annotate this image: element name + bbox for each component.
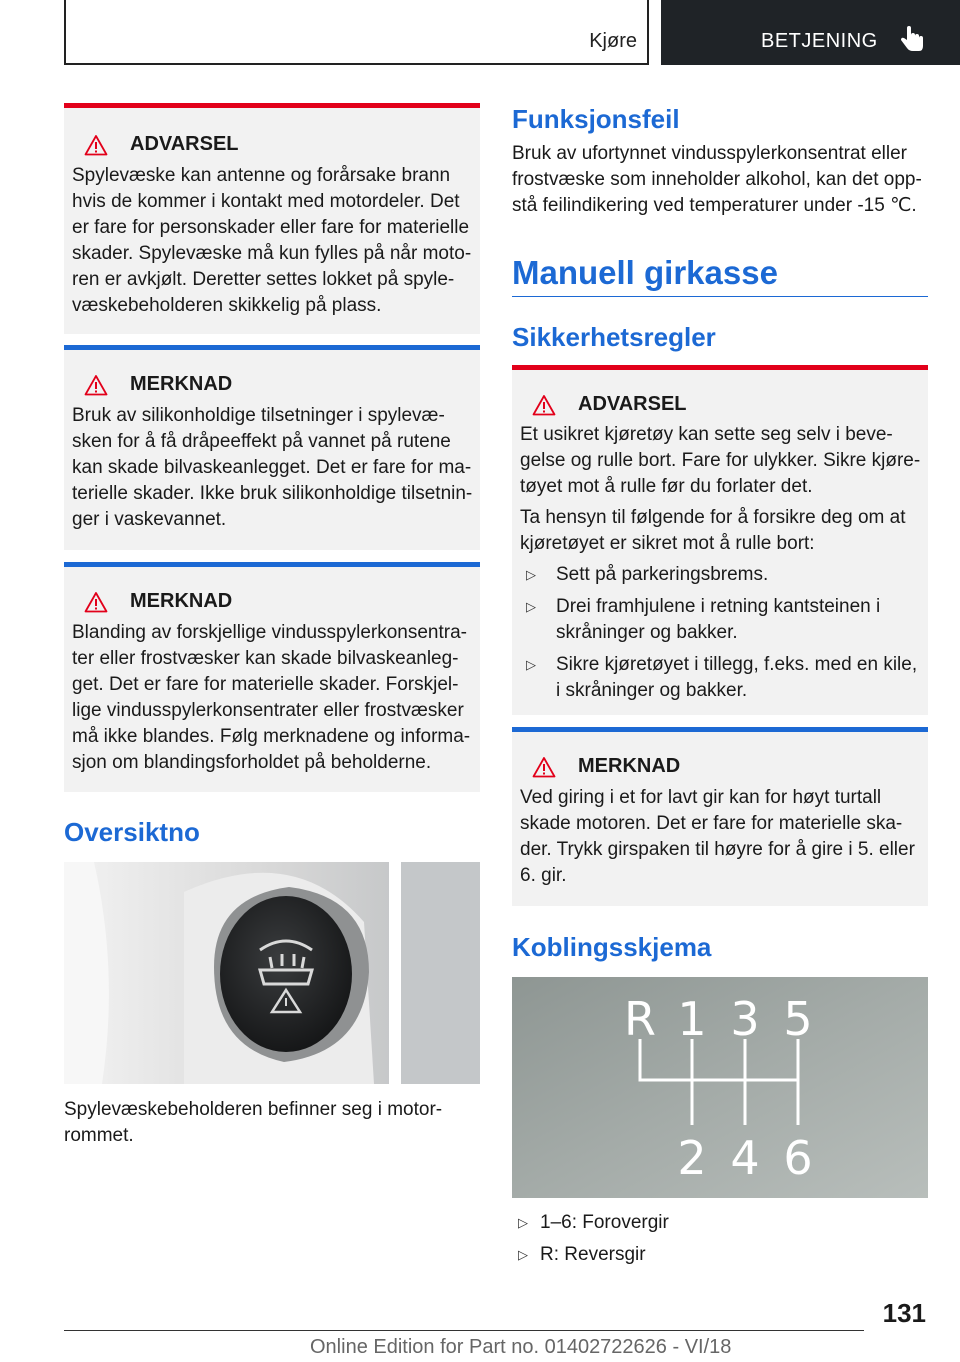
text-line: Bruk av ufortynnet vindusspylerkonsentrat eller	[512, 143, 907, 164]
warning-box	[64, 103, 480, 334]
text-line: gelse og rulle bort. Fare for ulykker. Sikre kjøre-	[520, 450, 921, 471]
bullet-triangle-icon: ▷	[526, 567, 536, 582]
gear-label-R: R	[624, 992, 656, 1046]
text-line: Drei framhjulene i retning kantsteinen i	[556, 596, 881, 617]
note-title: MERKNAD	[578, 755, 681, 777]
photo-caption	[64, 1097, 442, 1149]
text-line: Ved giring i et for lavt gir kan for høyt turtall	[520, 787, 882, 808]
gear-label-6: 6	[783, 1131, 813, 1185]
malfunction-heading: Funksjonsfeil	[512, 104, 680, 134]
text-line: væskebeholderen skikkelig på plass.	[72, 295, 382, 316]
text-line: skråninger og bakker.	[556, 622, 738, 643]
text-line: kan skade bilvaskeanlegget. Det er fare for ma-	[72, 457, 472, 478]
header-rule	[64, 63, 649, 65]
warning-header	[532, 393, 687, 416]
text-line: i skråninger og bakker.	[556, 680, 748, 701]
note-text	[72, 403, 474, 533]
warning-title: ADVARSEL	[130, 133, 239, 155]
text-line: ger i vaskevannet.	[72, 509, 227, 530]
warning-triangle-icon	[532, 394, 556, 416]
reservoir-cap-photo	[64, 862, 480, 1084]
gear-label-1: 1	[677, 992, 707, 1046]
text-line: R: Reversgir	[540, 1244, 646, 1265]
note-bar	[64, 345, 480, 350]
warning-bar	[64, 103, 480, 108]
text-line: sjon om blandingsforholdet på beholderne.	[72, 752, 432, 773]
text-line: må ikke blandes. Følg merknadene og informa-	[72, 726, 471, 747]
shift-pattern-heading: Koblingsskjema	[512, 932, 712, 962]
note-header	[84, 590, 232, 613]
note-text	[72, 620, 474, 776]
bullet-triangle-icon: ▷	[518, 1247, 528, 1262]
warning-box	[512, 365, 928, 715]
list-item	[512, 1210, 669, 1236]
text-line: frostvæske som inneholder alkohol, kan det opp-	[512, 169, 922, 190]
header-divider	[647, 0, 649, 65]
note-header	[84, 373, 232, 396]
page-number: 131	[882, 1298, 926, 1328]
warning-text	[72, 163, 474, 319]
shift-pattern-image	[512, 977, 928, 1198]
text-line: Ta hensyn til følgende for å forsikre deg om at	[520, 507, 906, 528]
text-line: Spylevæske kan antenne og forårsake brann	[72, 165, 451, 186]
gear-label-5: 5	[783, 992, 813, 1046]
text-line: der. Trykk girspaken til høyre for å gire i 5. eller	[520, 839, 915, 860]
warning-bar	[512, 365, 928, 370]
text-line: rommet.	[64, 1125, 134, 1146]
hand-pointer-icon	[893, 24, 929, 54]
caution-triangle-icon	[532, 756, 556, 778]
gear-label-4: 4	[730, 1131, 760, 1185]
overview-heading: Oversiktno	[64, 817, 200, 847]
header-chapter-tab	[661, 0, 960, 65]
warning-triangle-icon	[84, 134, 108, 156]
note-box	[64, 345, 480, 550]
text-line: 1–6: Forovergir	[540, 1212, 669, 1233]
malfunction-text	[512, 141, 922, 219]
bullet-triangle-icon: ▷	[526, 599, 536, 614]
header-left-border	[64, 0, 66, 65]
text-line: Bruk av silikonholdige tilsetninger i spylevæ-	[72, 405, 445, 426]
warning-text	[520, 422, 922, 704]
header-chapter-label: BETJENING	[761, 30, 878, 52]
text-line: ren er avkjølt. Deretter settes lokket på spyle-	[72, 269, 455, 290]
text-line: Sikre kjøretøyet i tillegg, f.eks. med en kile,	[556, 654, 918, 675]
edition-text: Online Edition for Part no. 01402722626 - VI/18	[310, 1336, 732, 1358]
text-line: tøyet mot å rulle før du forlater det.	[520, 476, 813, 497]
note-header	[532, 755, 680, 778]
text-line: Sett på parkeringsbrems.	[556, 564, 769, 585]
text-line: skader. Spylevæske må kun fylles på når moto-	[72, 243, 472, 264]
section-title: Manuell girkasse	[512, 254, 778, 291]
note-title: MERKNAD	[130, 373, 233, 395]
note-text	[520, 785, 922, 889]
text-line: Et usikret kjøretøy kan sette seg selv i beve-	[520, 424, 893, 445]
text-line: ter eller frostvæsker kan skade bilvaskeanleg-	[72, 648, 459, 669]
text-line: skade motoren. Det er fare for materielle ska-	[520, 813, 903, 834]
text-line: sken for å få dråpeeffekt på vannet på rutene	[72, 431, 451, 452]
warning-title: ADVARSEL	[578, 393, 687, 415]
list-item	[520, 594, 922, 646]
caution-triangle-icon	[84, 591, 108, 613]
text-line: get. Det er fare for materielle skader. Forskjel-	[72, 674, 459, 695]
text-line: lige vindusspylerkonsentrater eller frostvæsker	[72, 700, 464, 721]
text-line: er fare for personskader eller fare for materielle	[72, 217, 470, 238]
note-title: MERKNAD	[130, 590, 233, 612]
text-line: Spylevæskebeholderen befinner seg i motor-	[64, 1099, 443, 1120]
note-bar	[64, 562, 480, 567]
text-line: 6. gir.	[520, 865, 567, 886]
gear-label-2: 2	[677, 1131, 707, 1185]
list-item	[520, 652, 922, 704]
note-box	[64, 562, 480, 792]
text-line: stå feilindikering ved temperaturer under -15 ℃.	[512, 195, 917, 216]
warning-header	[84, 133, 239, 156]
list-item	[520, 562, 922, 588]
safety-heading: Sikkerhetsregler	[512, 322, 716, 352]
gear-label-3: 3	[730, 992, 760, 1046]
section-title-rule	[512, 296, 928, 297]
list-item	[512, 1242, 669, 1268]
text-line: hvis de kommer i kontakt med motordeler. Det	[72, 191, 460, 212]
note-box	[512, 727, 928, 906]
caution-triangle-icon	[84, 374, 108, 396]
header-section-label: Kjøre	[589, 30, 637, 52]
footer-rule	[64, 1330, 864, 1331]
text-line: Blanding av forskjellige vindusspylerkonsentra-	[72, 622, 467, 643]
note-bar	[512, 727, 928, 732]
text-line: kjøretøyet er sikret mot å rulle bort:	[520, 533, 815, 554]
text-line: terielle skader. Ikke bruk silikonholdige tilsetnin-	[72, 483, 473, 504]
gear-list	[512, 1210, 669, 1268]
bullet-triangle-icon: ▷	[526, 657, 536, 672]
bullet-triangle-icon: ▷	[518, 1215, 528, 1230]
